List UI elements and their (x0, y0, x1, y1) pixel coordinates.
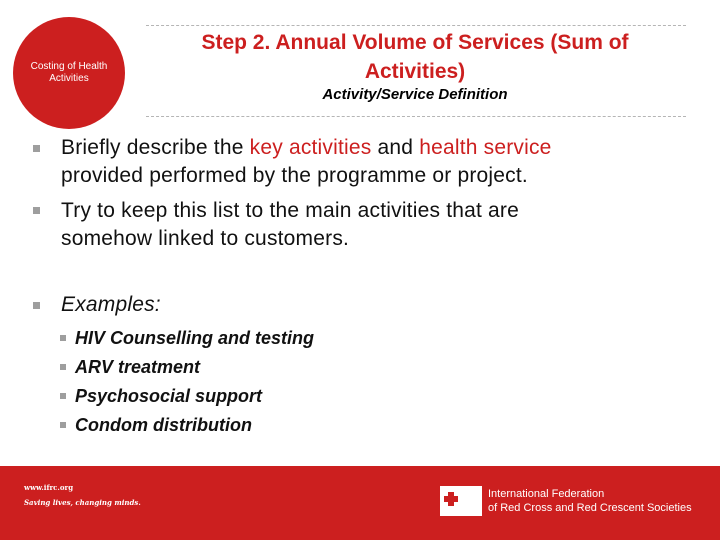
example-2-marker (60, 364, 66, 370)
slide-title: Step 2. Annual Volume of Services (Sum of Activities) (201, 31, 629, 83)
bullet-2-marker (33, 207, 40, 214)
bullet-1-line-2: provided performed by the programme or project. (61, 164, 528, 187)
bullet-2-line-1: Try to keep this list to the main activities that are (61, 199, 520, 222)
example-item-4: Condom distribution (75, 415, 252, 435)
example-item-3: Psychosocial support (75, 386, 263, 406)
example-item-1: HIV Counselling and testing (75, 328, 315, 348)
org-name-line-2: of Red Cross and Red Crescent Societies (488, 502, 692, 514)
topic-badge-label: Costing of Health Activities (30, 61, 108, 84)
bullet-1-text-mid: and (371, 136, 420, 159)
example-3-marker (60, 393, 66, 399)
example-item-2: ARV treatment (75, 357, 201, 377)
footer-tagline: Saving lives, changing minds. (24, 498, 141, 507)
example-1-marker (60, 335, 66, 341)
org-name (488, 487, 692, 515)
bullet-1-highlight-service: health service (419, 136, 552, 159)
bullet-2-line-2: somehow linked to customers. (61, 227, 350, 250)
bullet-1-highlight-key: key activities (249, 136, 372, 159)
examples-heading: Examples: (61, 293, 161, 316)
bullet-1-line-1 (61, 135, 552, 161)
bullet-1-marker (33, 145, 40, 152)
footer-url: www.ifrc.org (24, 483, 74, 492)
footer-bar (0, 466, 720, 540)
org-name-line-1: International Federation (488, 488, 605, 500)
slide-subtitle: Activity/Service Definition (322, 86, 508, 103)
example-4-marker (60, 422, 66, 428)
ifrc-logo-icon (440, 486, 482, 516)
bullet-3-marker (33, 302, 40, 309)
bullet-1-text: Briefly describe the (61, 136, 250, 159)
